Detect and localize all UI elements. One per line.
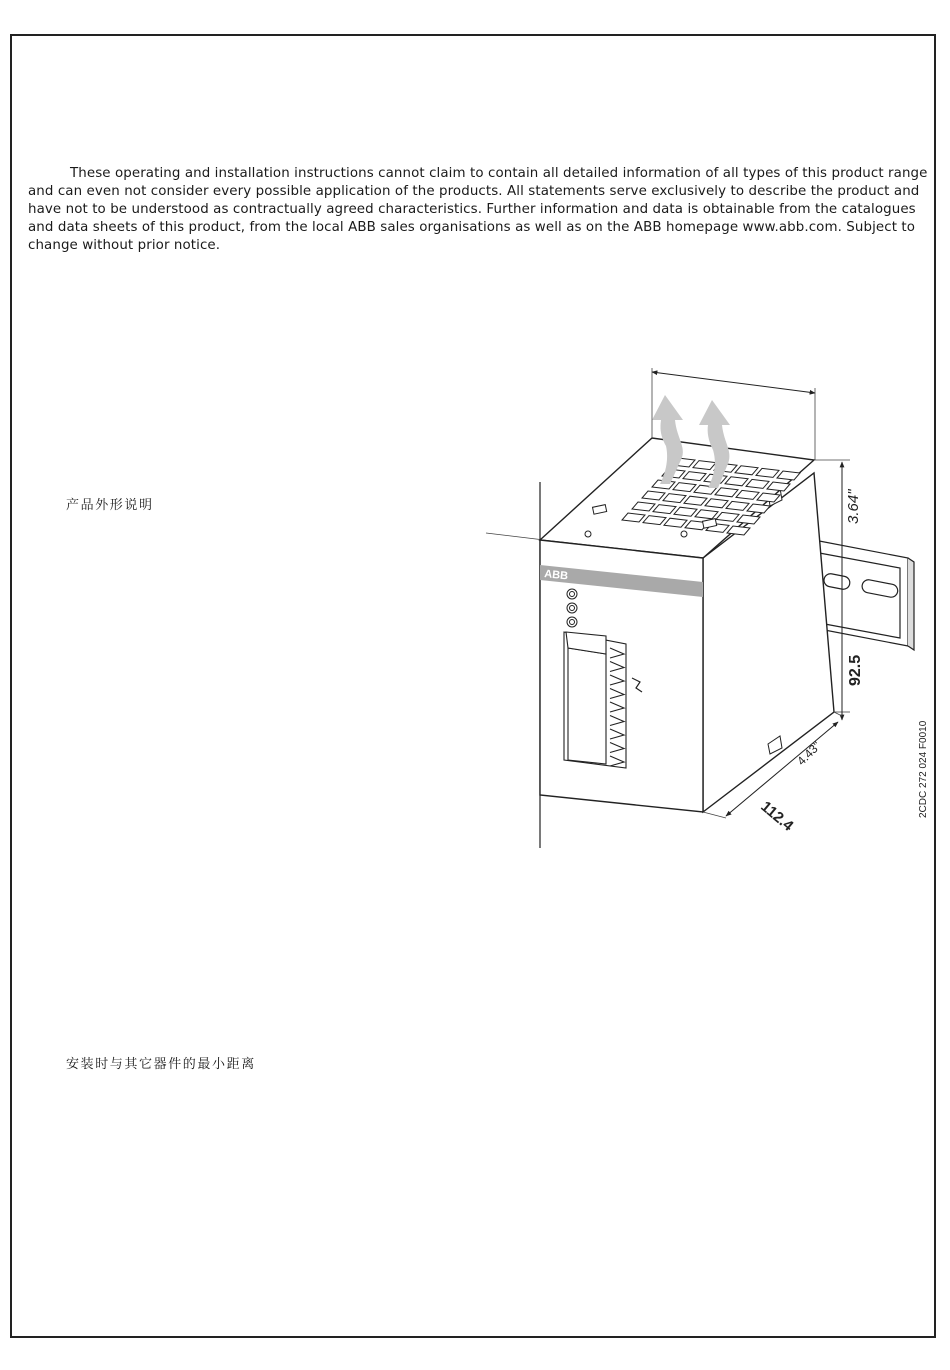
top-screw-left [585,531,591,537]
brand-logo: ABB [543,568,569,583]
top-screw-right [681,531,687,537]
depth-extension-front [703,812,726,818]
din-rail [814,540,914,650]
device-drawing-svg [480,360,950,860]
depth-extension-back [834,712,842,716]
intro-paragraph [28,165,932,255]
height-mm-label: 92.5 [847,654,864,686]
terminal-block [564,632,626,768]
depth-mm-label: 112.4 [757,798,797,835]
product-dimension-drawing [480,360,950,860]
status-leds [567,589,577,627]
drawing-code: 2CDC 272 024 F0010 [918,720,929,818]
section-heading-product-outline: 产品外形说明 [66,498,154,513]
section-heading-min-distance: 安装时与其它器件的最小距离 [66,1057,256,1072]
intro-text: These operating and installation instructions cannot claim to contain all detailed information of all types of this product range and can even not consider every possible application of the products. All statements serve exclusively to describe the product and have not to be understood as contractually agreed characteristics. Further information and data is obtainable from the catalogues and data sheets of this product, from the local ABB sales organisations as well as on the ABB homepage www.abb.com. Subject to change without prior notice. [28,166,928,253]
depth-inch-label: 4.43" [794,738,824,769]
height-inch-label: 3.64" [845,489,862,524]
width-dimension-line [652,372,815,393]
